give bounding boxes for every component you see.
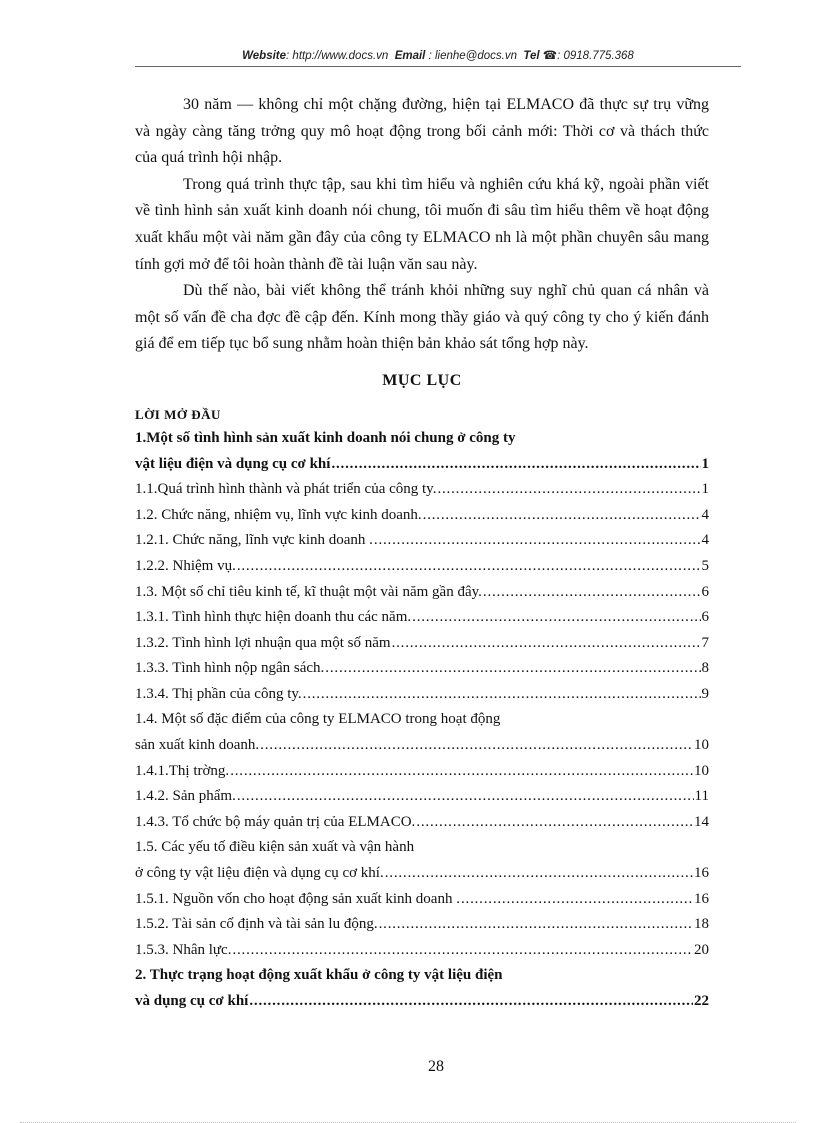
toc-leader	[232, 938, 693, 964]
toc-entry: 1.3. Một số chỉ tiêu kinh tế, kĩ thuật một vài năm gần đây. ..... 6	[135, 580, 709, 606]
toc-leader	[237, 784, 694, 810]
toc-entry: sản xuất kinh doanh. ..... 10	[135, 733, 709, 759]
toc-leader	[392, 631, 701, 657]
toc-entry: 1.3.3. Tình hình nộp ngân sách. ..... 8	[135, 656, 709, 682]
toc-entry: và dụng cụ cơ khí ..... 22	[135, 989, 709, 1015]
toc-leader	[260, 733, 693, 759]
toc-leader	[416, 810, 693, 836]
toc-leader	[412, 605, 700, 631]
toc-entry: 1.2.2. Nhiệm vụ. ..... 5	[135, 554, 709, 580]
toc-entry: vật liệu điện và dụng cụ cơ khí ..... 1	[135, 452, 709, 478]
toc-leader	[331, 452, 700, 478]
page-header	[135, 48, 741, 62]
toc-section-1-5-title: 1.5. Các yếu tố điều kiện sản xuất và vận hành	[135, 839, 415, 856]
paragraph-3: Dù thế nào, bài viết không thể tránh khỏi những suy nghĩ chủ quan cá nhân và một số vấn đề cha đợc đề cập đến. Kính mong thầy giáo và quý công ty cho ý kiến đánh giá để em tiếp tục bổ sung nhằm hoàn thiện bản khảo sát tổng hợp này.	[135, 282, 709, 353]
toc-leader	[249, 989, 693, 1015]
toc-title: MỤC LỤC	[382, 371, 462, 389]
tel-label: Tel	[523, 50, 540, 62]
toc-leader	[385, 861, 693, 887]
toc-leader	[423, 503, 701, 529]
toc-leader	[437, 477, 700, 503]
toc-entry: 1.5.3. Nhân lực. ..... 20	[135, 938, 709, 964]
tel-number: : 0918.775.368	[557, 50, 634, 62]
toc-entry: 1.2.1. Chức năng, lĩnh vực kinh doanh . ..... 4	[135, 528, 709, 554]
toc-entry: 1.2. Chức năng, nhiệm vụ, lĩnh vực kinh doanh. ..... 4	[135, 503, 709, 529]
table-of-contents	[135, 404, 709, 1015]
toc-leader	[237, 554, 701, 580]
toc-section-1-title: 1.Một số tình hình sản xuất kinh doanh nói chung ở công ty	[135, 429, 516, 446]
toc-entry: 1.4.3. Tổ chức bộ máy quản trị của ELMACO. ..... 14	[135, 810, 709, 836]
toc-entry: 1.3.1. Tình hình thực hiện doanh thu các năm. ..... 6	[135, 605, 709, 631]
toc-entry: 1.4.2. Sản phẩm. ..... 11	[135, 784, 709, 810]
paragraph-2: Trong quá trình thực tập, sau khi tìm hiểu và nghiên cứu khá kỹ, ngoài phần viết về tình hình sản xuất kinh doanh nói chung, tôi muốn đi sâu tìm hiểu thêm về hoạt động xuất khẩu một vài năm gần đây của công ty ELMACO nh là một phần chuyên sâu mang tính gợi mở để tôi hoàn thành đề tài luận văn sau này.	[135, 175, 709, 273]
toc-leader	[325, 656, 700, 682]
phone-icon: ☎	[542, 50, 558, 62]
toc-leader	[461, 887, 693, 913]
email-label: Email	[394, 50, 426, 62]
toc-leader	[374, 528, 701, 554]
toc-entry: 1.4.1.Thị trờng. ..... 10	[135, 759, 709, 785]
toc-section-1-4-title: 1.4. Một số đặc điểm của công ty ELMACO trong hoạt động	[135, 711, 501, 728]
page-content	[135, 92, 709, 1015]
toc-entry: 1.3.2. Tình hình lợi nhuận qua một số năm ..... 7	[135, 631, 709, 657]
toc-entry: 1.3.4. Thị phần của công ty. ..... 9	[135, 682, 709, 708]
header-divider	[135, 66, 741, 67]
email-address: : lienhe@docs.vn	[428, 50, 517, 62]
toc-leader	[230, 759, 693, 785]
page-number: 28	[428, 1058, 444, 1075]
paragraph-1: 30 năm — không chỉ một chặng đường, hiện tại ELMACO đã thực sự trụ vững và ngày càng tăng trởng quy mô hoạt động trong bối cảnh mới: Thời cơ và thách thức của quá trình hội nhập.	[135, 96, 709, 167]
toc-entry: ở công ty vật liệu điện và dụng cụ cơ khí. ..... 16	[135, 861, 709, 887]
toc-section-2-title: 2. Thực trạng hoạt động xuất khẩu ở công ty vật liệu điện	[135, 967, 503, 984]
toc-leader	[303, 682, 701, 708]
toc-entry: 1.1.Quá trình hình thành và phát triển của công ty. ..... 1	[135, 477, 709, 503]
toc-leader	[379, 912, 693, 938]
toc-leader	[483, 580, 701, 606]
toc-entry: 1.5.2. Tài sản cố định và tài sản lu động. ..... 18	[135, 912, 709, 938]
website-url: : http://www.docs.vn	[286, 50, 389, 62]
website-label: Website	[242, 50, 287, 62]
toc-entry: 1.5.1. Nguồn vốn cho hoạt động sản xuất kinh doanh . ..... 16	[135, 887, 709, 913]
toc-heading-intro: LỜI MỞ ĐẦU	[135, 406, 221, 422]
